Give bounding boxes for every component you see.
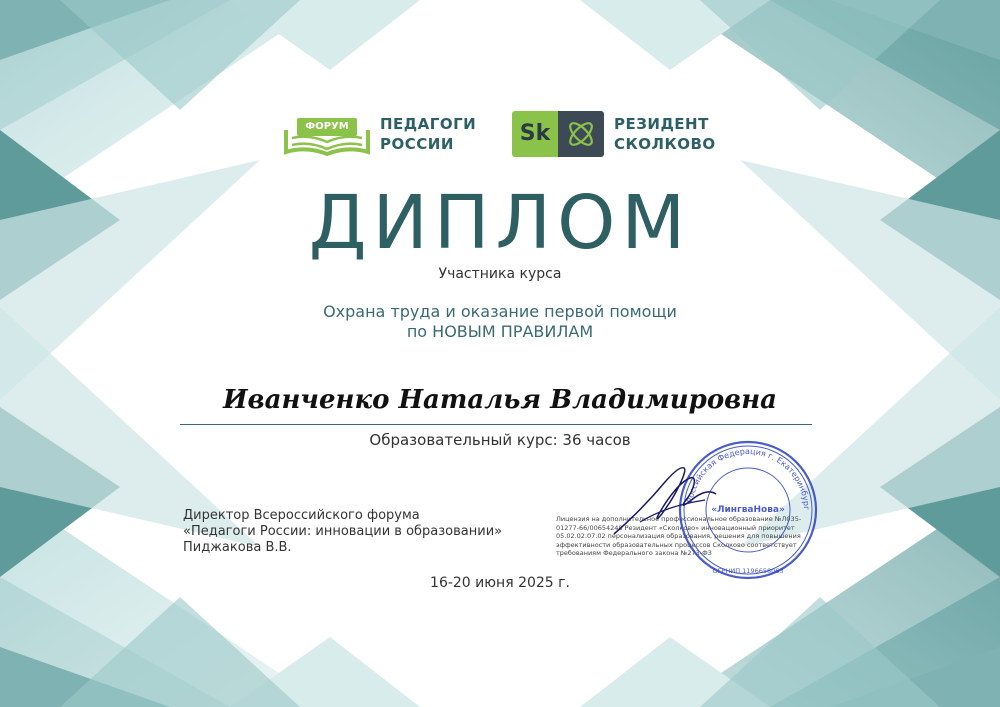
pedagogi-line2: РОССИИ (380, 135, 454, 153)
resident-line1: РЕЗИДЕНТ (614, 115, 709, 133)
forum-tag: ФОРУМ (297, 118, 357, 136)
director-line1: Директор Всероссийского форума (183, 508, 420, 523)
diploma-subtitle: Участника курса (438, 266, 562, 282)
director-line2: «Педагоги России: инновации в образовании» (183, 524, 503, 539)
pedagogi-logo-text (380, 114, 476, 154)
resident-logo-text (614, 114, 716, 154)
resident-line2: СКОЛКОВО (614, 135, 716, 153)
skolkovo-badge: Sk (512, 111, 558, 157)
stamp-ring-text: Российская Федерация г. Екатеринбург (685, 446, 812, 511)
stamp-bottom-text: ОГРНИП 1196658063 (712, 567, 784, 575)
director-signature-block (183, 508, 502, 556)
course-title (0, 302, 1000, 342)
recipient-name: Иванченко Наталья Владимировна (222, 385, 778, 415)
course-title-line1: Охрана труда и оказание первой помощи (323, 302, 677, 321)
signature (610, 460, 720, 540)
atom-icon (558, 111, 604, 157)
course-hours: Образовательный курс: 36 часов (369, 431, 631, 449)
pedagogi-line1: ПЕДАГОГИ (380, 115, 477, 133)
name-underline (180, 424, 812, 425)
logo-bar (280, 108, 730, 163)
director-name: Пиджакова В.В. (183, 540, 292, 555)
stamp-center-text: «ЛингваНова» (711, 505, 785, 515)
course-title-line2: по НОВЫМ ПРАВИЛАМ (406, 322, 594, 341)
course-dates: 16-20 июня 2025 г. (430, 575, 570, 591)
license-text: Лицензия на дополнительное профессиональное образование №Л035-01277-66/00654248 Резидент «Сколково» инновационный приоритет 05.02.02.07.02 персонализация образования, решения для повышения эффективности образовательных процессов Сколково соответствует требованиям Федерального закона №273-ФЗ (556, 515, 802, 557)
diploma-title: ДИПЛОМ (308, 180, 692, 266)
